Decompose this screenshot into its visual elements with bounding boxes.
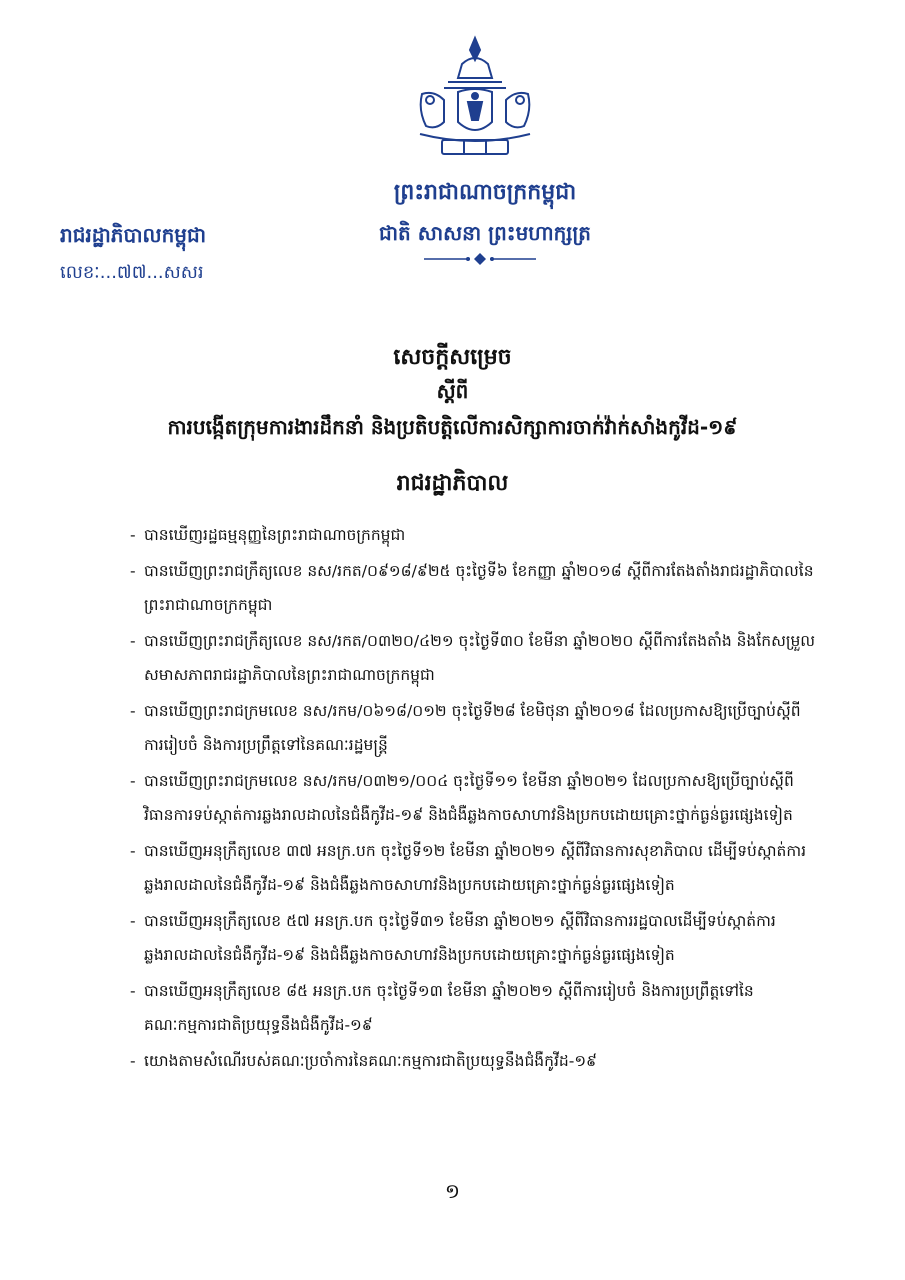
page-number: ១	[444, 1179, 461, 1203]
royal-coat-of-arms-emblem	[400, 30, 550, 170]
clause-item: - បានឃើញព្រះរាជក្រឹត្យលេខ នស/រកត/០៣២០/៤២១ ចុះថ្ងៃទី៣០ ខែមីនា ឆ្នាំ២០២០ ស្តីពីការតែងតាំង និងកែសម្រួលសមាសភាពរាជរដ្ឋាភិបាលនៃព្រះរាជាណាចក្រកម្ពុជា	[130, 632, 816, 684]
clause-item: - បានឃើញអនុក្រឹត្យលេខ ៣៧ អនក្រ.បក ចុះថ្ងៃទី១២ ខែមីនា ឆ្នាំ២០២១ ស្តីពីវិធានការសុខាភិបាល ដើម្បីទប់ស្កាត់ការឆ្លងរាលដាលនៃជំងឺកូវីដ-១៩ និងជំងឺឆ្លងកាចសាហាវនិងប្រកបដោយគ្រោះថ្នាក់ធ្ងន់ធ្ងរផ្សេងទៀត	[130, 842, 807, 894]
title-about: ស្តីពី	[436, 379, 469, 403]
title-issuer: រាជរដ្ឋាភិបាល	[396, 471, 509, 496]
preamble-clauses	[130, 518, 820, 1080]
clause-item: - បានឃើញព្រះរាជក្រឹត្យលេខ នស/រកត/០៩១៨/៩២៥ ចុះថ្ងៃទី៦ ខែកញ្ញា ឆ្នាំ២០១៨ ស្តីពីការតែងតាំងរាជរដ្ឋាភិបាលនៃព្រះរាជាណាចក្រកម្ពុជា	[130, 562, 814, 614]
clause-item: - បានឃើញរដ្ឋធម្មនុញ្ញនៃព្រះរាជាណាចក្រកម្ពុជា	[130, 526, 406, 544]
clause-item: - បានឃើញអនុក្រឹត្យលេខ ៨៥ អនក្រ.បក ចុះថ្ងៃទី១៣ ខែមីនា ឆ្នាំ២០២១ ស្តីពីការរៀបចំ និងការប្រព្រឹត្តទៅនៃគណៈកម្មការជាតិប្រយុទ្ធនឹងជំងឺកូវីដ-១៩	[130, 982, 754, 1034]
title-subject: ការបង្កើតក្រុមការងារដឹកនាំ និងប្រតិបត្តិលើការសិក្សាការចាក់វ៉ាក់សាំងកូវីដ-១៩	[167, 415, 738, 439]
ornament-divider-icon	[420, 252, 540, 266]
kingdom-heading: ព្រះរាជាណាចក្រកម្ពុជា	[393, 180, 577, 205]
clause-item: - បានឃើញអនុក្រឹត្យលេខ ៥៧ អនក្រ.បក ចុះថ្ងៃទី៣១ ខែមីនា ឆ្នាំ២០២១ ស្តីពីវិធានការរដ្ឋបាលដើម្បីទប់ស្កាត់ការឆ្លងរាលដាលនៃជំងឺកូវីដ-១៩ និងជំងឺឆ្លងកាចសាហាវនិងប្រកបដោយគ្រោះថ្នាក់ធ្ងន់ធ្ងរផ្សេងទៀត	[130, 912, 776, 964]
document-title: សេចក្តីសម្រេច	[393, 345, 512, 370]
clause-item: - បានឃើញព្រះរាជក្រមលេខ នស/រកម/០៦១៨/០១២ ចុះថ្ងៃទី២៨ ខែមិថុនា ឆ្នាំ២០១៨ ដែលប្រកាសឱ្យប្រើច្បាប់ស្តីពីការរៀបចំ និងការប្រព្រឹត្តទៅនៃគណៈរដ្ឋមន្ត្រី	[130, 702, 801, 754]
document-number: លេខៈ...៧៧...សសរ	[60, 262, 204, 283]
issuing-authority: រាជរដ្ឋាភិបាលកម្ពុជា	[60, 223, 206, 247]
national-motto: ជាតិ សាសនា ព្រះមហាក្សត្រ	[379, 221, 591, 245]
clause-item: - យោងតាមសំណើរបស់គណៈប្រចាំការនៃគណៈកម្មការជាតិប្រយុទ្ធនឹងជំងឺកូវីដ-១៩	[130, 1052, 598, 1070]
clause-item: - បានឃើញព្រះរាជក្រមលេខ នស/រកម/០៣២១/០០៤ ចុះថ្ងៃទី១១ ខែមីនា ឆ្នាំ២០២១ ដែលប្រកាសឱ្យប្រើច្បាប់ស្តីពីវិធានការទប់ស្កាត់ការឆ្លងរាលដាលនៃជំងឺកូវីដ-១៩ និងជំងឺឆ្លងកាចសាហាវនិងប្រកបដោយគ្រោះថ្នាក់ធ្ងន់ធ្ងរផ្សេងទៀត	[130, 772, 794, 824]
